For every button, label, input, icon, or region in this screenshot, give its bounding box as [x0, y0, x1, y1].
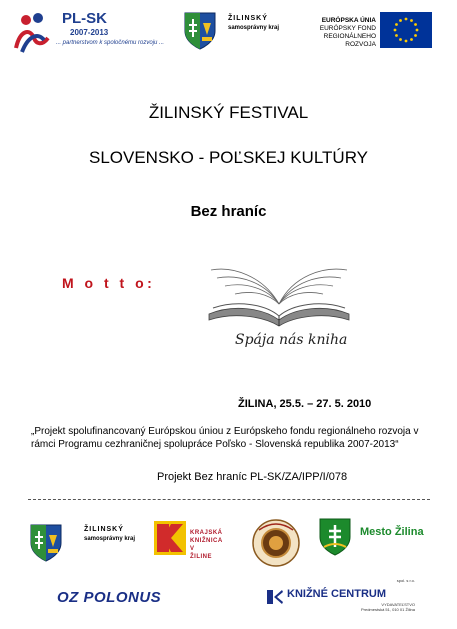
festival-tagline: Bez hraníc: [190, 203, 267, 220]
eu-star-icon: [414, 23, 417, 26]
event-date: ŽILINA, 25.5. – 27. 5. 2010: [238, 398, 372, 410]
project-line: [157, 471, 347, 483]
footer-zilina-region-crest-icon: [28, 523, 64, 563]
eu-star-icon: [394, 29, 397, 32]
eu-star-icon: [414, 34, 417, 37]
motto-handwritten: Spája nás kniha: [235, 332, 348, 348]
project-code: PL-SK/ZA/IPP/I/078: [249, 471, 348, 483]
eu-star-icon: [410, 19, 413, 22]
festival-subtitle: SLOVENSKO - POĽSKEJ KULTÚRY: [88, 148, 368, 167]
eu-star-icon: [416, 29, 419, 32]
zilina-region-crest-icon: [183, 11, 217, 51]
pl-sk-tagline: ... partnerstvom k spoločnému rozvoju ...: [56, 40, 165, 46]
project-label: Projekt Bez hraníc: [157, 471, 247, 483]
knizne-centrum-mark-icon: [266, 589, 284, 605]
krajska-kniznica-logo-icon: [153, 520, 187, 556]
festival-title: ŽILINSKÝ FESTIVAL: [148, 103, 309, 122]
motto-label: M o t t o:: [62, 275, 156, 291]
eu-flag-icon: [380, 12, 432, 48]
knizne-centrum-address: VYDAVATEĽSTVO Predmestská 51, 010 01 Žilina: [360, 602, 415, 612]
eu-star-icon: [410, 38, 413, 41]
pl-sk-years: 2007-2013: [70, 28, 109, 37]
eu-line-2: EURÓPSKY FOND: [319, 25, 376, 32]
oz-polonus-logo: OZ POLONUS: [57, 589, 162, 606]
eu-line-3: REGIONÁLNEHO ROZVOJA: [323, 33, 376, 48]
festival-seal-logo: [251, 516, 301, 570]
eu-star-icon: [399, 38, 402, 41]
cofinancing-paragraph: „Projekt spolufinancovaný Európskou úniou z Európskeho fondu regionálneho rozvoja v rámci Programu cezhraničnej spolupráce Poľsko - Slovenská republika 2007-2013“: [31, 426, 419, 450]
knizne-centrum-small: spol. s r.o.: [396, 578, 415, 583]
zilina-region-subtitle: samosprávny kraj: [228, 25, 280, 31]
eu-star-icon: [399, 19, 402, 22]
krajska-kniznica-text: KRAJSKÁ KNIŽNICA V ŽILINE: [190, 530, 223, 560]
mesto-zilina-crest-icon: [318, 517, 352, 557]
eu-star-icon: [395, 23, 398, 26]
knizne-centrum-name: KNIŽNÉ CENTRUM: [287, 588, 386, 600]
open-book-illustration: [203, 256, 355, 356]
pl-sk-title: PL-SK: [62, 10, 107, 27]
eu-line-1: EURÓPSKA ÚNIA: [321, 17, 376, 24]
mesto-zilina-text: Mesto Žilina: [360, 526, 424, 538]
zilina-region-name: ŽILINSKÝ: [228, 15, 268, 22]
eu-star-icon: [395, 34, 398, 37]
eu-star-icon: [405, 40, 408, 43]
footer-zilina-region-subtitle: samosprávny kraj: [84, 536, 136, 542]
eu-star-icon: [405, 18, 408, 21]
divider: [28, 499, 430, 500]
eu-text-block: [296, 17, 376, 49]
footer-zilina-region-name: ŽILINSKÝ: [84, 526, 124, 533]
